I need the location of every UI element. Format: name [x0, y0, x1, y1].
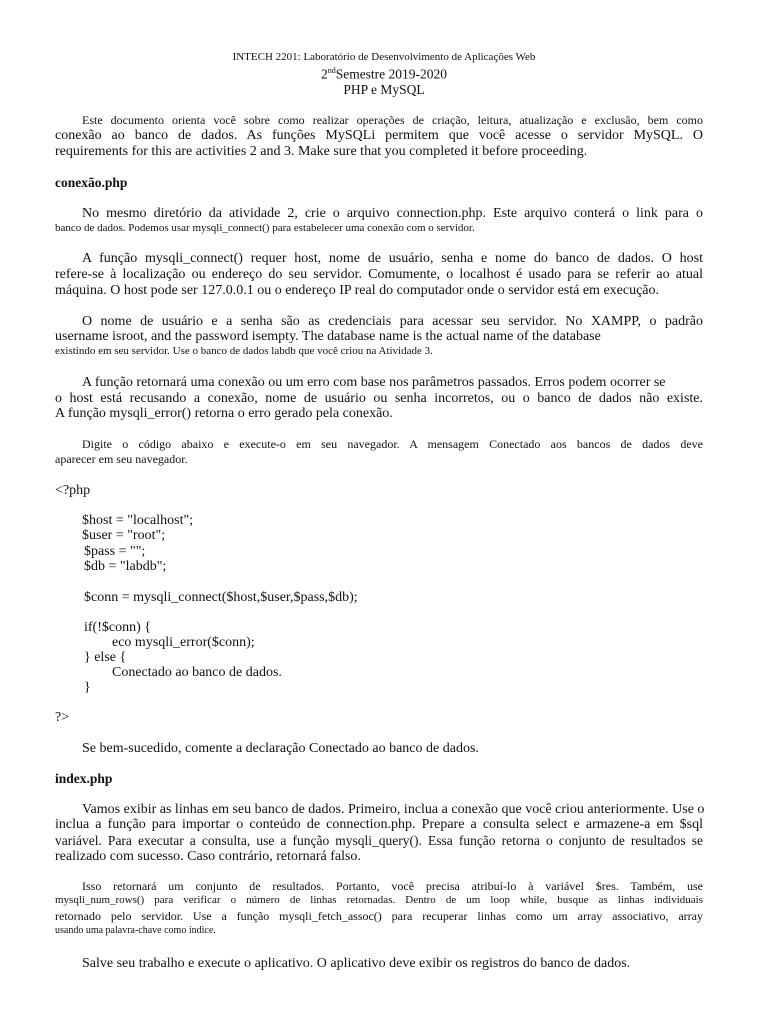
- paragraph-line: o host está recusando a conexão, nome de usuário ou senha incorretos, ou o banco de dados não existe.: [55, 391, 703, 406]
- section-heading-conexao: conexão.php: [55, 175, 128, 190]
- section-heading-index: index.php: [55, 771, 113, 786]
- code-line: } else {: [84, 650, 127, 665]
- paragraph-line: Vamos exibir as linhas em seu banco de dados. Primeiro, inclua a conexão que você criou anteriormente. Use o: [82, 802, 705, 817]
- paragraph-line: realizado com sucesso. Caso contrário, retornará falso.: [55, 849, 361, 864]
- document-title: PHP e MySQL: [343, 82, 425, 97]
- paragraph-line: refere-se à localização ou endereço do seu servidor. Comumente, o localhost é usado para se referir ao atual: [55, 267, 703, 282]
- course-title: INTECH 2201: Laboratório de Desenvolvimento de Aplicações Web: [232, 51, 536, 63]
- code-line: Conectado ao banco de dados.: [112, 665, 282, 680]
- paragraph-line: Digite o código abaixo e execute-o em seu navegador. A mensagem Conectado aos bancos de dados deve: [82, 437, 703, 451]
- code-line: }: [84, 680, 91, 695]
- semester-line: 2ndSemestre 2019-2020: [320, 66, 448, 82]
- paragraph-line: Salve seu trabalho e execute o aplicativo. O aplicativo deve exibir os registros do banco de dados.: [82, 956, 631, 971]
- paragraph-line: retornado pelo servidor. Use a função mysqli_fetch_assoc() para recuperar linhas como um array associativo, array: [55, 909, 703, 923]
- paragraph-line: Isso retornará um conjunto de resultados. Portanto, você precisa atribuí-lo à variável $res. Também, use: [82, 879, 703, 893]
- code-line: $db = "labdb";: [84, 559, 167, 574]
- paragraph-line: O nome de usuário e a senha são as credenciais para acessar seu servidor. No XAMPP, o padrão: [82, 314, 703, 329]
- paragraph-line: A função mysqli_connect() requer host, nome de usuário, senha e nome do banco de dados. O host: [82, 251, 703, 266]
- intro-line: Este documento orienta você sobre como realizar operações de criação, leitura, atualização e exclusão, bem como: [82, 113, 703, 127]
- paragraph-line: existindo em seu servidor. Use o banco de dados labdb que você criou na Atividade 3.: [55, 345, 433, 357]
- code-line: $user = "root";: [82, 528, 166, 543]
- paragraph-line: username isroot, and the password isempty. The database name is the actual name of the database: [55, 329, 601, 344]
- paragraph-line: máquina. O host pode ser 127.0.0.1 ou o endereço IP real do computador onde o servidor está em execução.: [55, 283, 660, 298]
- intro-line: conexão ao banco de dados. As funções MySQLi permitem que você acesse o servidor MySQL. O: [55, 128, 703, 143]
- code-line: $conn = mysqli_connect($host,$user,$pass,$db);: [84, 590, 358, 605]
- paragraph-line: No mesmo diretório da atividade 2, crie o arquivo connection.php. Este arquivo conterá o link para o: [82, 206, 703, 221]
- code-line: ?>: [55, 710, 70, 725]
- paragraph-line: usando uma palavra-chave como índice.: [55, 925, 216, 936]
- code-line: <?php: [55, 483, 91, 498]
- code-line: $host = "localhost";: [82, 513, 194, 528]
- paragraph-line: aparecer em seu navegador.: [55, 452, 188, 466]
- paragraph-line: A função mysqli_error() retorna o erro gerado pela conexão.: [55, 406, 393, 421]
- paragraph-line: banco de dados. Podemos usar mysqli_connect() para estabelecer uma conexão com o servidor.: [55, 222, 475, 234]
- intro-line: requirements for this are activities 2 and 3. Make sure that you completed it before proceeding.: [55, 144, 588, 159]
- code-line: $pass = "";: [84, 544, 146, 559]
- code-line: eco mysqli_error($conn);: [112, 635, 255, 650]
- code-line: if(!$conn) {: [84, 620, 151, 635]
- paragraph-line: A função retornará uma conexão ou um erro com base nos parâmetros passados. Erros podem ocorrer se: [82, 375, 666, 390]
- paragraph-line: variável. Para executar a consulta, use a função mysqli_query(). Essa função retorna o conjunto de resultados se: [55, 833, 703, 848]
- paragraph-line: Se bem-sucedido, comente a declaração Conectado ao banco de dados.: [82, 741, 479, 756]
- paragraph-line: mysqli_num_rows() para verificar o número de linhas retornadas. Dentro de um loop while, busque as linhas individuais: [55, 894, 703, 906]
- paragraph-line: inclua a função para importar o conteúdo de connection.php. Prepare a consulta select e armazene-a em $sql: [55, 817, 703, 832]
